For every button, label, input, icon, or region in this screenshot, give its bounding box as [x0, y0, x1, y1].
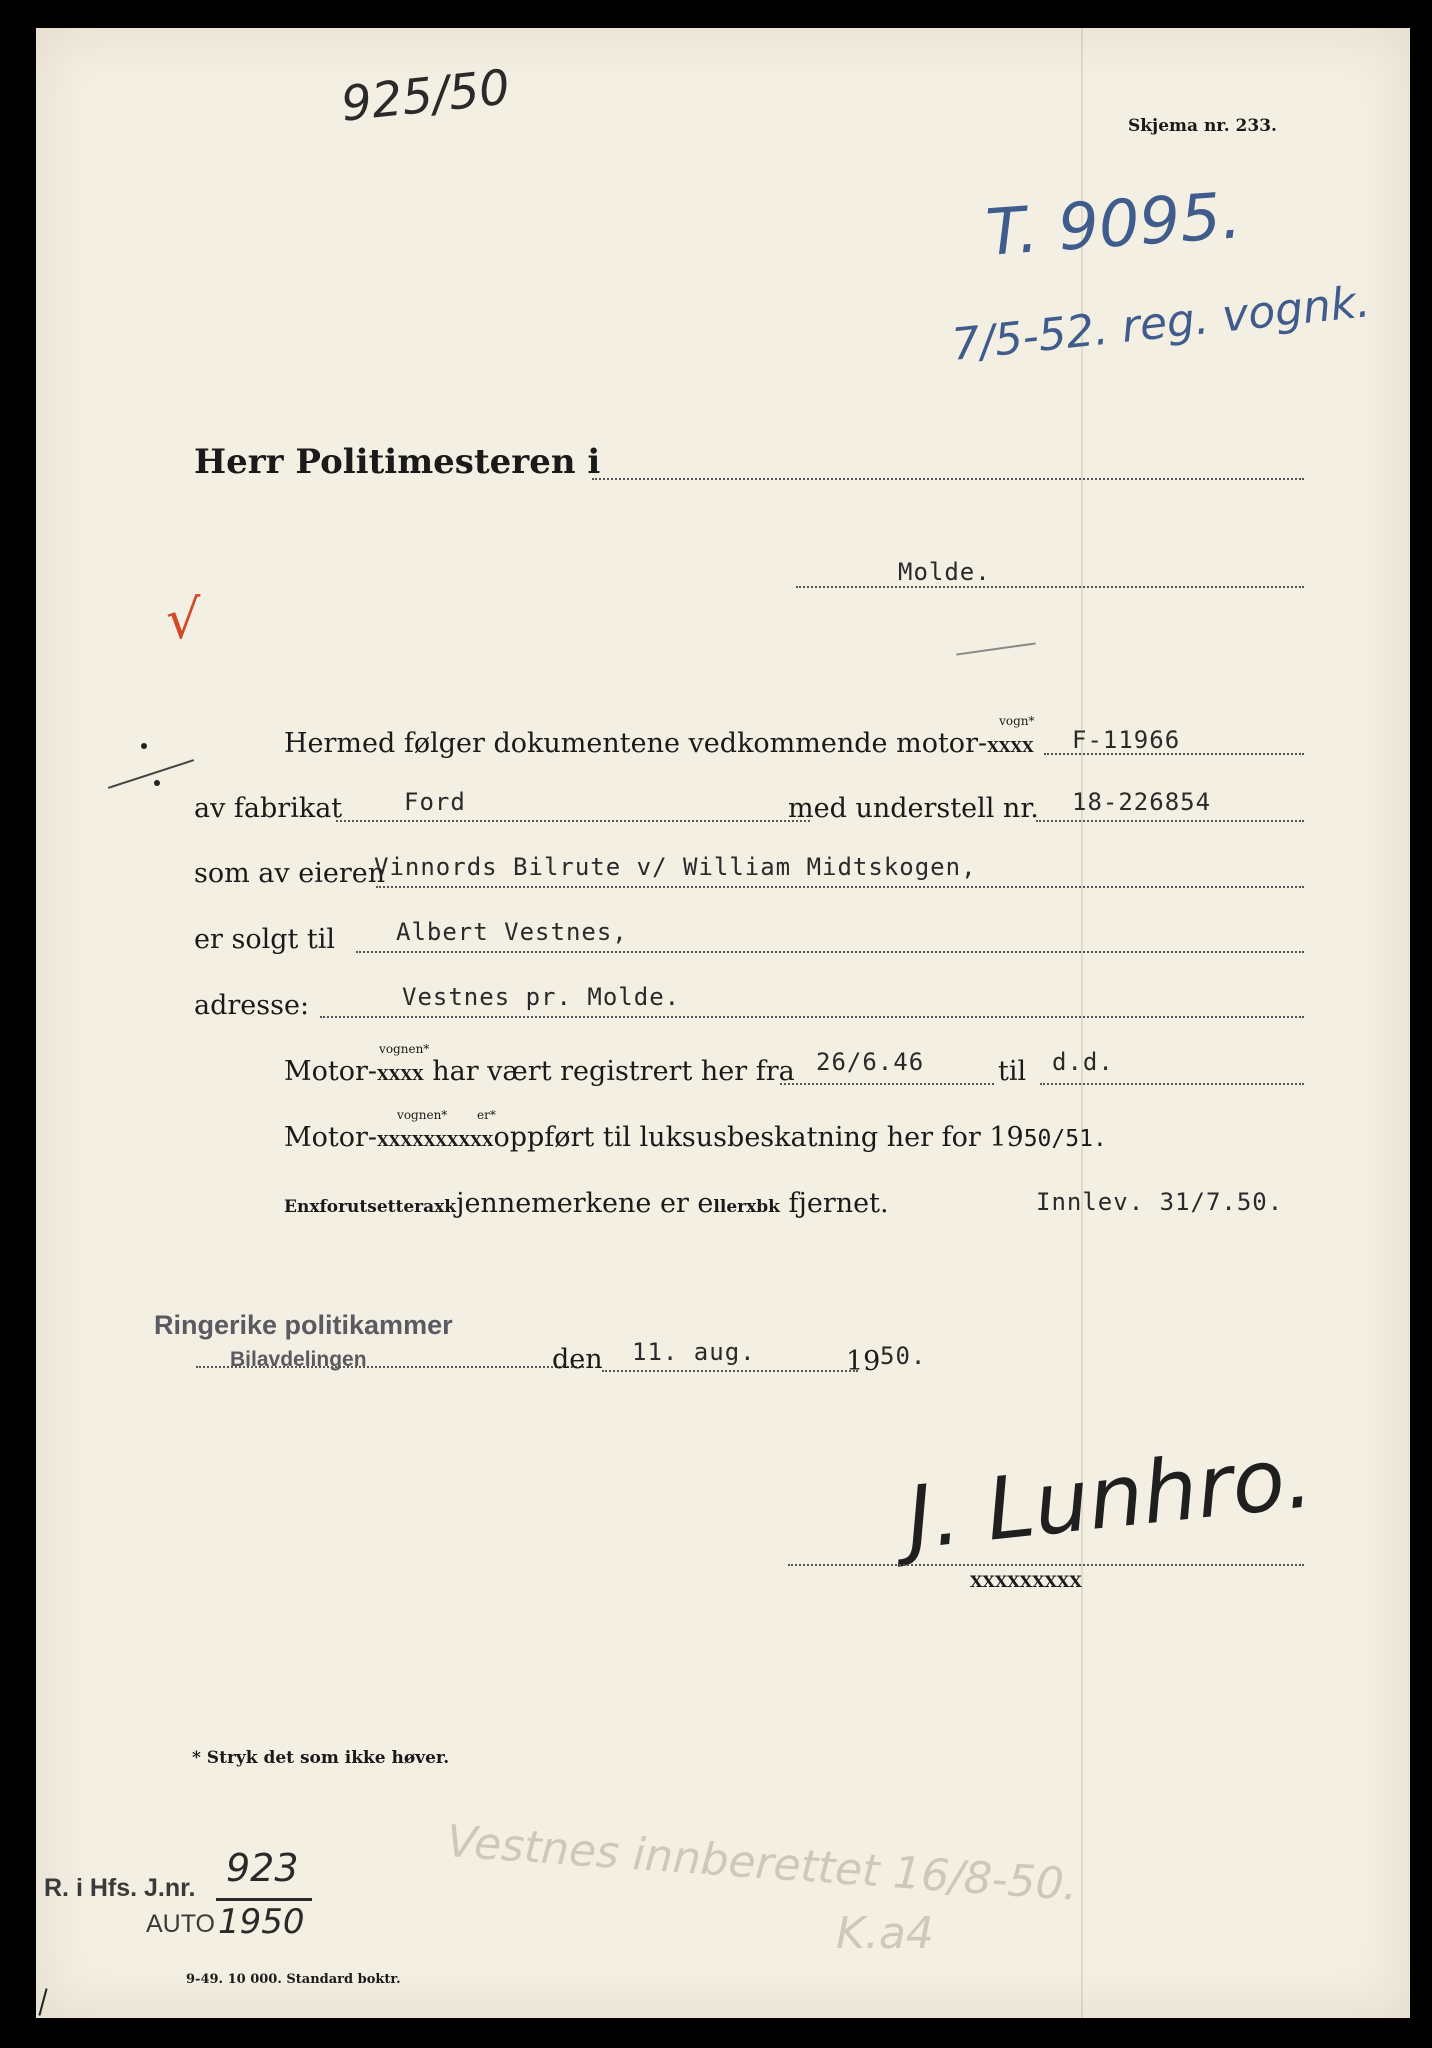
city-value: Molde. — [898, 558, 991, 586]
date-label: den — [552, 1344, 603, 1375]
plates-note: Innlev. 31/7.50. — [1036, 1188, 1284, 1216]
date-line — [602, 1370, 858, 1372]
footnote: * Stryk det som ikke høver. — [192, 1748, 450, 1768]
tax-label-b: oppført til luksusbeskatning her for 19 — [493, 1122, 1024, 1153]
tax-year: 50/51. — [1023, 1126, 1107, 1152]
signer-struck: XXXXXXXXX — [970, 1572, 1082, 1591]
plates-line — [284, 1188, 889, 1219]
vehicle-struck: XXXX — [987, 738, 1034, 756]
margin-dot-2 — [154, 780, 160, 786]
document-page — [36, 28, 1410, 2018]
auto-label: AUTO — [146, 1910, 215, 1938]
vehicle-super: vogn* — [999, 714, 1035, 728]
tax-label-a: Motor- — [284, 1122, 378, 1153]
faded-note-2: K.a4 — [836, 1908, 934, 1959]
plates-struck-b: llerxbk — [713, 1197, 780, 1217]
pencil-mark — [956, 642, 1035, 655]
margin-tick — [38, 1988, 47, 2016]
vehicle-line-label — [284, 714, 1035, 759]
plates-label-b: fjernet. — [788, 1188, 889, 1219]
reg-from-value: 26/6.46 — [816, 1048, 925, 1076]
signature-line — [788, 1564, 1304, 1566]
date-value: 11. aug. — [632, 1338, 756, 1366]
salutation-line — [592, 478, 1304, 480]
address-value: Vestnes pr. Molde. — [402, 983, 681, 1011]
chassis-label: med understell nr. — [788, 793, 1039, 824]
year-value: 50. — [880, 1342, 927, 1370]
form-number: Skjema nr. 233. — [1128, 116, 1277, 136]
faded-note: Vestnes innberettet 16/8-50. — [444, 1816, 1080, 1911]
reg-struck: XXXX — [377, 1066, 424, 1084]
sold-line — [356, 951, 1304, 953]
sold-label: er solgt til — [194, 924, 336, 955]
reg-option — [377, 1042, 430, 1087]
address-line — [320, 1016, 1304, 1018]
plates-label-a: jennemerkene er e — [456, 1188, 714, 1219]
owner-label: som av eieren — [194, 858, 386, 889]
vehicle-reg-value: F-11966 — [1072, 726, 1181, 754]
reg-label-a: Motor- — [284, 1056, 378, 1087]
tax-super-2: er* — [477, 1108, 496, 1122]
check-mark: √ — [166, 588, 201, 651]
printer-note: 9-49. 10 000. Standard boktr. — [186, 1972, 401, 1987]
vehicle-line — [1044, 753, 1304, 755]
salutation: Herr Politimesteren i — [194, 442, 601, 482]
signature: J. Lunhro. — [901, 1427, 1317, 1569]
year-prefix: 19 — [846, 1346, 881, 1377]
tax-struck: XXXXXXXXXX — [377, 1132, 494, 1150]
tax-line — [284, 1108, 1107, 1153]
margin-dot-1 — [141, 743, 147, 749]
vehicle-option — [987, 714, 1035, 759]
owner-value: Vinnords Bilrute v/ William Midtskogen, — [374, 853, 977, 881]
handwritten-reg-note: 7/5-52. reg. vognk. — [949, 276, 1373, 371]
address-label: adresse: — [194, 990, 310, 1021]
chassis-line — [1036, 820, 1304, 822]
plates-struck-a: Enxforutsetteraxk — [284, 1197, 457, 1217]
make-line — [336, 820, 810, 822]
journal-value: 923 — [226, 1846, 299, 1890]
auto-value: 1950 — [218, 1902, 305, 1942]
margin-stroke — [108, 759, 194, 789]
chassis-value: 18-226854 — [1072, 788, 1212, 816]
stamp-line-2: Bilavdelingen — [230, 1348, 367, 1371]
tax-super-1: vognen* — [397, 1108, 448, 1122]
reg-to-label: til — [998, 1056, 1027, 1087]
reg-super: vognen* — [379, 1042, 430, 1056]
reg-from-line — [780, 1083, 994, 1085]
handwritten-reg-number: T. 9095. — [983, 179, 1244, 271]
reg-label-b: har vært registrert her fra — [432, 1056, 795, 1087]
registered-line — [284, 1042, 795, 1087]
make-value: Ford — [404, 788, 466, 816]
city-line — [796, 586, 1304, 588]
make-label: av fabrikat — [194, 793, 343, 824]
reg-to-line — [1040, 1083, 1304, 1085]
sold-value: Albert Vestnes, — [396, 918, 628, 946]
handwritten-ref: 925/50 — [338, 59, 513, 133]
stamp-line-1: Ringerike politikammer — [154, 1310, 453, 1340]
journal-label: R. i Hfs. J.nr. — [44, 1874, 196, 1902]
vehicle-label-text: Hermed følger dokumentene vedkommende motor- — [284, 728, 988, 759]
reg-to-value: d.d. — [1052, 1048, 1114, 1076]
tax-option — [377, 1108, 496, 1153]
journal-underline — [216, 1898, 312, 1901]
owner-line — [376, 886, 1304, 888]
